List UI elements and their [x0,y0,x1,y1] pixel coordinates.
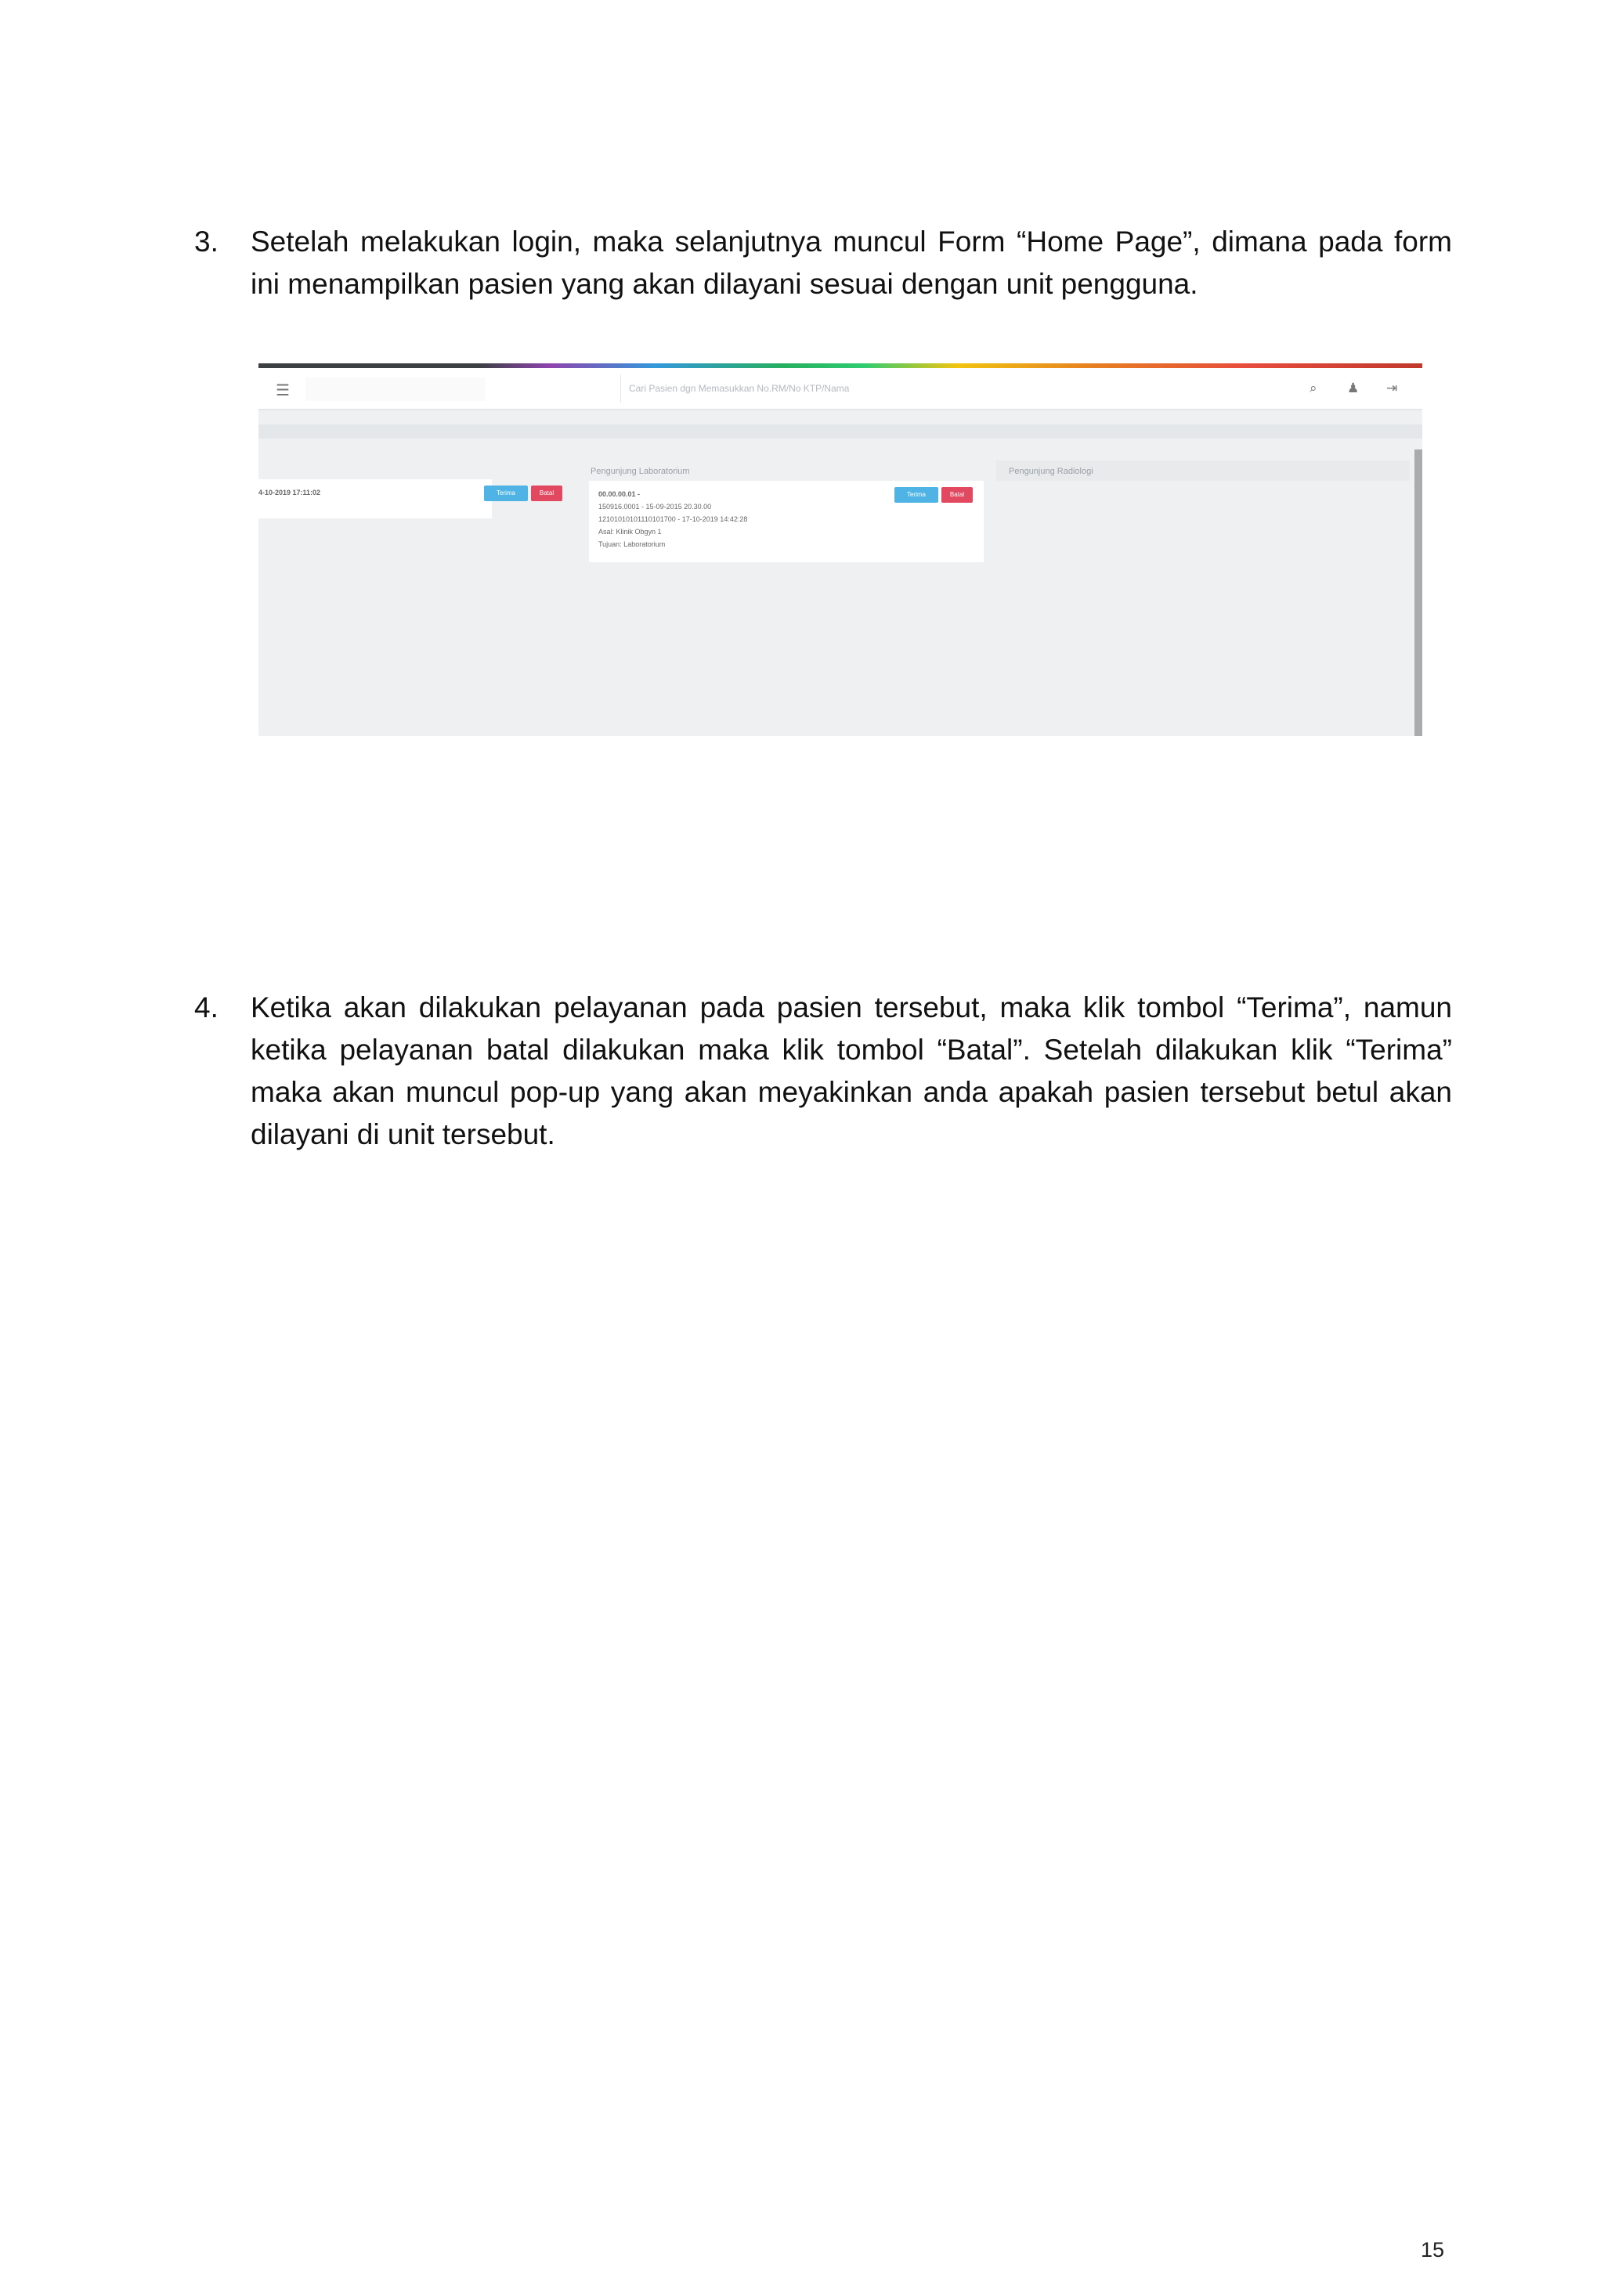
patient-card-lab [589,481,984,562]
patient-search-input[interactable]: Cari Pasien dgn Memasukkan No.RM/No KTP/Nama [620,374,1099,403]
scrollbar-thumb[interactable] [1414,449,1422,736]
patient-id: 00.00.00.01 - [598,490,641,498]
radiology-column-header [996,460,1410,481]
logout-icon[interactable]: ⇥ [1386,381,1398,395]
step-4 [194,987,1452,1159]
step-number: 4. [194,991,219,1023]
accept-button[interactable]: Terima [484,486,528,501]
top-navbar [258,368,1422,410]
step-number: 3. [194,226,219,258]
menu-icon[interactable]: ☰ [276,382,290,399]
search-icon[interactable]: ⌕ [1310,381,1317,395]
user-icon[interactable]: ♟ [1347,381,1360,395]
origin-line: Asal: Klinik Obgyn 1 [598,528,662,536]
home-page-screenshot [258,363,1422,736]
step-3 [194,221,1452,315]
radiology-column-title: Pengunjung Radiologi [1009,467,1093,476]
cancel-button[interactable]: Batal [941,487,973,503]
page-number: 15 [1421,2238,1445,2262]
accept-button[interactable]: Terima [894,487,938,503]
brand-area [305,377,486,401]
step-text: Setelah melakukan login, maka selanjutnya muncul Form “Home Page”, dimana pada form ini menampilkan pasien yang akan dilayani sesuai dengan unit pengguna. [251,226,1452,300]
visit-datetime: 4-10-2019 17:11:02 [258,489,321,496]
cancel-button[interactable]: Batal [531,486,562,501]
step-text: Ketika akan dilakukan pelayanan pada pasien tersebut, maka klik tombol “Terima”, namun ketika pelayanan batal dilakukan maka klik tombol “Batal”. Setelah dilakukan klik “Terima” maka akan muncul pop-up yang akan meyakinkan anda apakah pasien tersebut betul akan dilayani di unit tersebut. [251,991,1452,1150]
registration-line: 150916.0001 - 15-09-2015 20.30.00 [598,503,712,511]
patient-card-left [258,479,515,518]
lab-column-title: Pengunjung Laboratorium [591,467,690,476]
destination-line: Tujuan: Laboratorium [598,540,666,548]
visit-line: 12101010101110101700 - 17-10-2019 14:42:28 [598,515,748,523]
content-header-strip [258,424,1422,439]
